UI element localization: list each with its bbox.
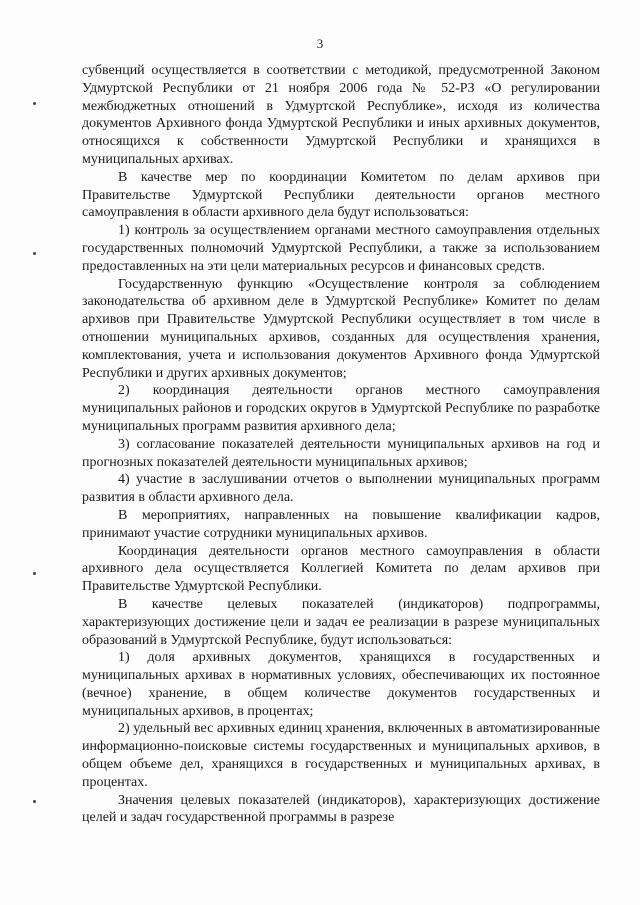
- margin-mark: [33, 572, 36, 575]
- indicator-item-2: 2) удельный вес архивных единиц хранения, включенных в автоматизированные информационно-поисковые системы государственных и муниципальных архивов, в общем объеме дел, хранящихся в государственных и муниципальных архивах, в процентах.: [82, 721, 600, 790]
- list-item-4: 4) участие в заслушивании отчетов о выполнении муниципальных программ развития в области архивного дела.: [82, 472, 600, 506]
- paragraph-2: В качестве мер по координации Комитетом по делам архивов при Правительстве Удмуртской Республики деятельности органов местного самоуправления в области архивного дела будут использоваться:: [82, 169, 600, 221]
- paragraph-4: В мероприятиях, направленных на повышение квалификации кадров, принимают участие сотрудники муниципальных архивов.: [82, 507, 600, 541]
- list-item-3: 3) согласование показателей деятельности муниципальных архивов на год и прогнозных показателей деятельности муниципальных архивов;: [82, 436, 600, 470]
- paragraph-6: В качестве целевых показателей (индикаторов) подпрограммы, характеризующих достижение цели и задач ее реализации в разрезе муниципальных образований в Удмуртской Республике, будут использоваться:: [82, 596, 600, 648]
- list-item-1: 1) контроль за осуществлением органами местного самоуправления отдельных государственных полномочий Удмуртской Республики, а также за использованием предоставленных на эти цели материальных ресурсов и финансовых средств.: [82, 223, 600, 274]
- paragraph-1: субвенций осуществляется в соответствии с методикой, предусмотренной Законом Удмуртской Республики от 21 ноября 2006 года № 52-РЗ «О регулировании межбюджетных отношений в Удмуртской Республике», исходя из количества документов Архивного фонда Удмуртской Республики и иных архивных документов, относящихся к собственности Удмуртской Республики и хранящихся в муниципальных архивах.: [82, 63, 600, 167]
- paragraph-7: Значения целевых показателей (индикаторов), характеризующих достижение целей и задач государственной программы в разрезе: [82, 792, 600, 826]
- list-item-2: 2) координация деятельности органов местного самоуправления муниципальных районов и городских округов в Удмуртской Республике по разработке муниципальных программ развития архивного дела;: [82, 383, 600, 434]
- margin-mark: [33, 252, 36, 255]
- paragraph-3: Государственную функцию «Осуществление контроля за соблюдением законодательства об архивном деле в Удмуртской Республике» Комитет по делам архивов при Правительстве Удмуртской Республики осуществляет в том числе в отношении муниципальных архивов, созданных для осуществления хранения, комплектования, учета и использования документов Архивного фонда Удмуртской Республики и других архивных документов;: [82, 276, 600, 381]
- paragraph-5: Координация деятельности органов местного самоуправления в области архивного дела осуществляется Коллегией Комитета по делам архивов при Правительстве Удмуртской Республики.: [82, 543, 600, 595]
- margin-mark: [33, 800, 36, 803]
- margin-mark: [33, 102, 36, 105]
- body-text: [82, 62, 600, 827]
- page-number: 3: [316, 36, 324, 51]
- indicator-item-1: 1) доля архивных документов, хранящихся в государственных и муниципальных архивах в нормативных условиях, обеспечивающих их постоянное (вечное) хранение, в общем количестве документов государственных и муниципальных архивов, в процентах;: [82, 650, 600, 719]
